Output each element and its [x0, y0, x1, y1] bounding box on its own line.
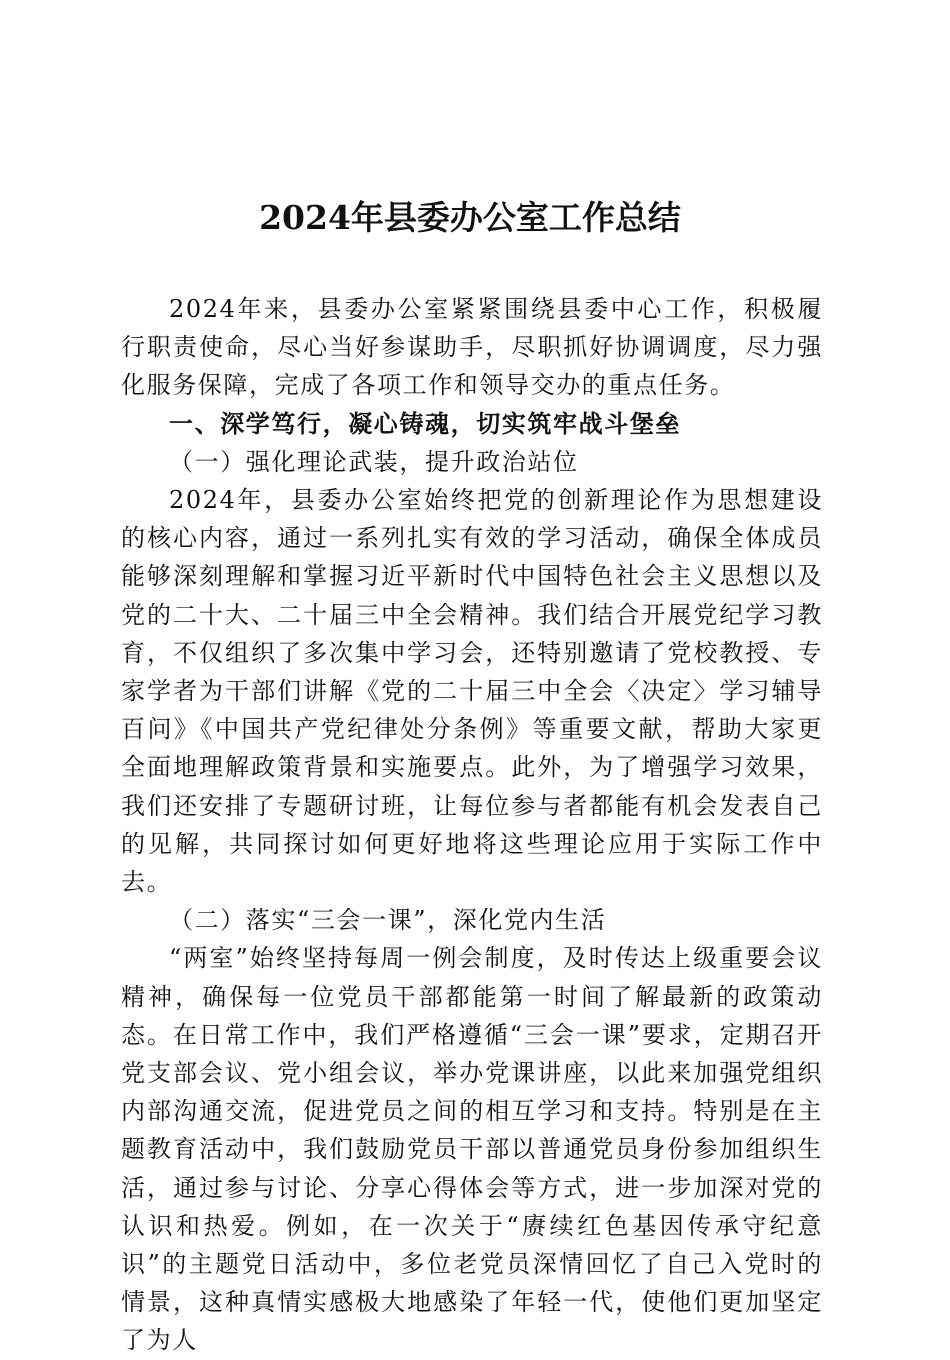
document-body: [121, 290, 823, 1360]
body-paragraph-theory: 2024年，县委办公室始终把党的创新理论作为思想建设的核心内容，通过一系列扎实有效的学习活动，确保全体成员能够深刻理解和掌握习近平新时代中国特色社会主义思想以及党的二十大、二十届三中全会精神。我们结合开展党纪学习教育，不仅组织了多次集中学习会，还特别邀请了党校教授、专家学者为干部们讲解《党的二十届三中全会〈决定〉学习辅导百问》《中国共产党纪律处分条例》等重要文献，帮助大家更全面地理解政策背景和实施要点。此外，为了增强学习效果，我们还安排了专题研讨班，让每位参与者都能有机会发表自己的见解，共同探讨如何更好地将这些理论应用于实际工作中去。: [121, 486, 823, 897]
body-paragraph-party-life: “两室”始终坚持每周一例会制度，及时传达上级重要会议精神，确保每一位党员干部都能第一时间了解最新的政策动态。在日常工作中，我们严格遵循“三会一课”要求，定期召开党支部会议、党小组会议，举办党课讲座，以此来加强党组织内部沟通交流，促进党员之间的相互学习和支持。特别是在主题教育活动中，我们鼓励党员干部以普通党员身份参加组织生活，通过参与讨论、分享心得体会等方式，进一步加深对党的认识和热爱。例如，在一次关于“赓续红色基因传承守纪意识”的主题党日活动中，多位老党员深情回忆了自己入党时的情景，这种真情实感极大地感染了年轻一代，使他们更加坚定了为人: [121, 944, 823, 1355]
document-title: 2024年县委办公室工作总结: [259, 198, 681, 237]
subsection-heading-2: （二）落实“三会一课”，深化党内生活: [169, 906, 607, 935]
intro-paragraph: 2024年来，县委办公室紧紧围绕县委中心工作，积极履行职责使命，尽心当好参谋助手，尽职抓好协调调度，尽力强化服务保障，完成了各项工作和领导交办的重点任务。: [121, 295, 823, 400]
section-heading-1: 一、深学笃行，凝心铸魂，切实筑牢战斗堡垒: [169, 408, 681, 438]
subsection-heading-1: （一）强化理论武装，提升政治站位: [169, 447, 579, 476]
